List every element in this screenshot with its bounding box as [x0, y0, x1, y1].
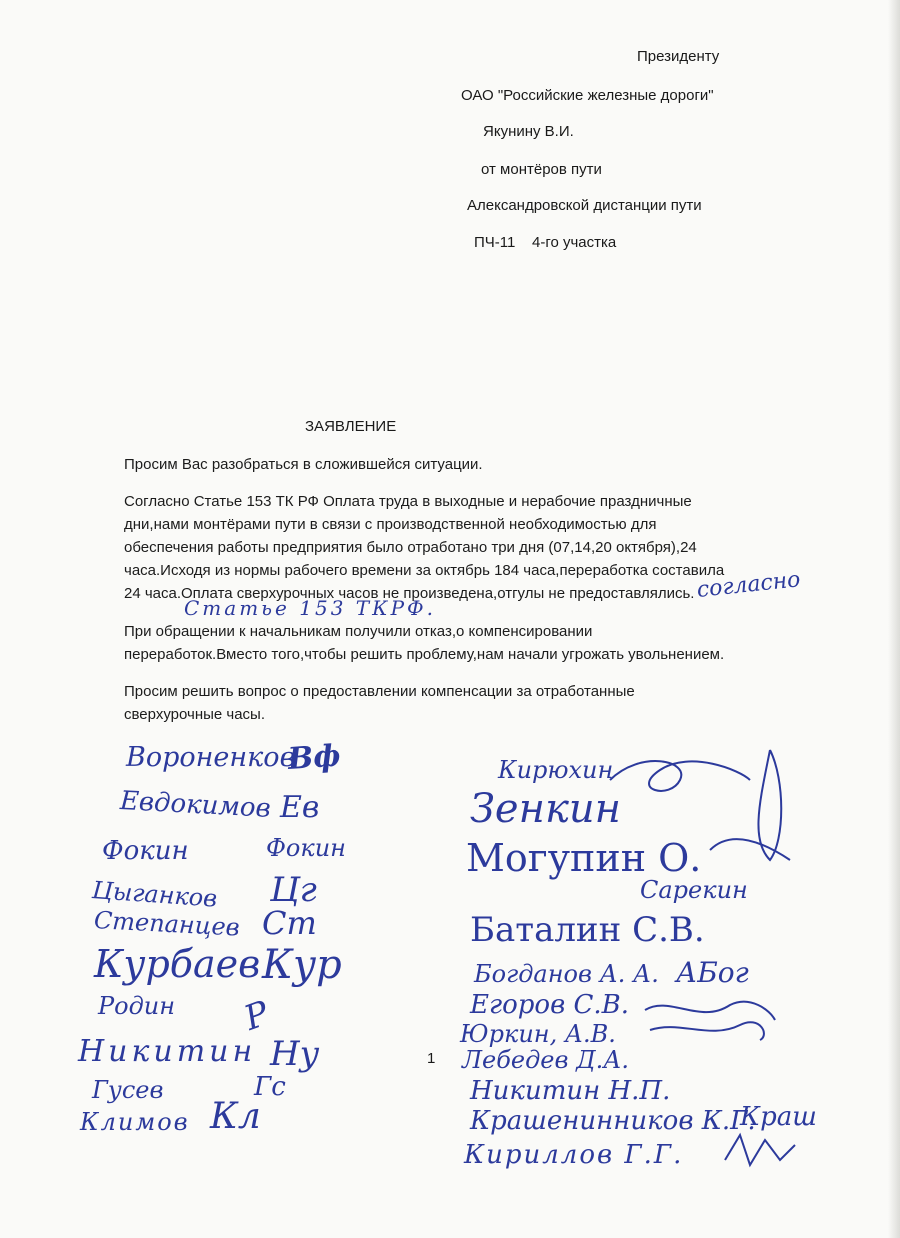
signer-name: Гусев — [92, 1076, 164, 1104]
signer-name: Вороненков — [126, 742, 296, 773]
to-line-company: ОАО "Российские железные дороги" — [461, 87, 714, 104]
signer-name: Степанцев — [93, 906, 241, 942]
signer-name: Фокин — [102, 836, 189, 866]
signer-name: Юркин, А.В. — [460, 1020, 616, 1048]
signer-name: Родин — [98, 992, 176, 1020]
paragraph-2-line: 24 часа.Оплата сверхурочных часов не произведена,отгулы не предоставлялись. — [124, 585, 695, 602]
from-line-1: от монтёров пути — [481, 161, 602, 178]
handwritten-insert-1: согласно — [695, 567, 802, 603]
from-line-2: Александровской дистанции пути — [467, 197, 702, 214]
signer-name: Зенкин — [470, 786, 621, 832]
signer-name: Кирюхин — [498, 756, 614, 784]
page-number: 1 — [427, 1050, 436, 1067]
signature-mark: АБог — [676, 956, 749, 989]
scan-edge — [888, 0, 900, 1238]
signer-name: Крашенинников К.Г. — [470, 1106, 756, 1136]
paragraph-4-line: сверхурочные часы. — [124, 706, 265, 723]
signature-mark: Гс — [254, 1072, 286, 1102]
to-line-president: Президенту — [637, 48, 720, 65]
paragraph-2-line: Согласно Статье 153 ТК РФ Оплата труда в выходные и нерабочие праздничные — [124, 493, 692, 510]
paragraph-2-line: дни,нами монтёрами пути в связи с производственной необходимостью для — [124, 516, 657, 533]
signer-name: Климов — [80, 1108, 190, 1136]
signer-name: Никитин Н.П. — [470, 1076, 671, 1106]
document-title: ЗАЯВЛЕНИЕ — [305, 418, 397, 435]
from-line-3a: ПЧ-11 — [474, 234, 516, 251]
signature-mark: Ну — [270, 1034, 320, 1074]
signature-mark: Ст — [262, 904, 317, 942]
signer-name: Баталин С.В. — [470, 910, 705, 950]
handwritten-insert-2: Статье 153 ТКРФ. — [184, 596, 437, 620]
paragraph-1: Просим Вас разобраться в сложившейся ситуации. — [124, 456, 483, 473]
signature-mark: Сарекин — [640, 876, 748, 904]
signature-mark: Р — [239, 993, 275, 1039]
signer-name: Лебедев Д.А. — [462, 1046, 630, 1074]
signature-scribbles-right-lower — [640, 990, 780, 1050]
paragraph-3-line: При обращении к начальникам получили отказ,о компенсировании — [124, 623, 593, 640]
signature-mark: Ев — [280, 790, 320, 825]
signature-mark: Кл — [210, 1096, 261, 1137]
paragraph-3-line: переработок.Вместо того,чтобы решить проблему,нам начали угрожать увольнением. — [124, 646, 725, 663]
signature-scribbles-right — [600, 740, 800, 880]
from-line-3b: 4-го участка — [532, 234, 617, 251]
signature-scribble-bottom — [720, 1130, 800, 1170]
to-line-recipient: Якунину В.И. — [483, 123, 574, 140]
signature-mark: Краш — [740, 1102, 817, 1132]
signer-name: Курбаев — [94, 942, 261, 986]
signer-name: Евдокимов — [119, 786, 272, 824]
signer-name: Цыганков — [91, 876, 219, 913]
paragraph-2-line: часа.Исходя из нормы рабочего времени за октябрь 184 часа,переработка составила — [124, 562, 725, 579]
paragraph-4-line: Просим решить вопрос о предоставлении компенсации за отработанные — [124, 683, 635, 700]
signature-mark: Цг — [270, 870, 317, 910]
signer-name: Могупин О. — [466, 836, 702, 880]
signature-mark: Кур — [262, 942, 342, 988]
signature-mark: Фокин — [266, 834, 346, 862]
signer-name: Кириллов Г.Г. — [464, 1140, 684, 1170]
signature-mark: Вф — [286, 738, 342, 777]
signer-name: Богданов А. А. — [474, 960, 659, 988]
signer-name: Егоров С.В. — [470, 990, 629, 1020]
signer-name: Никитин — [78, 1034, 257, 1069]
paragraph-2-line: обеспечения работы предприятия было отработано три дня (07,14,20 октября),24 — [124, 539, 697, 556]
